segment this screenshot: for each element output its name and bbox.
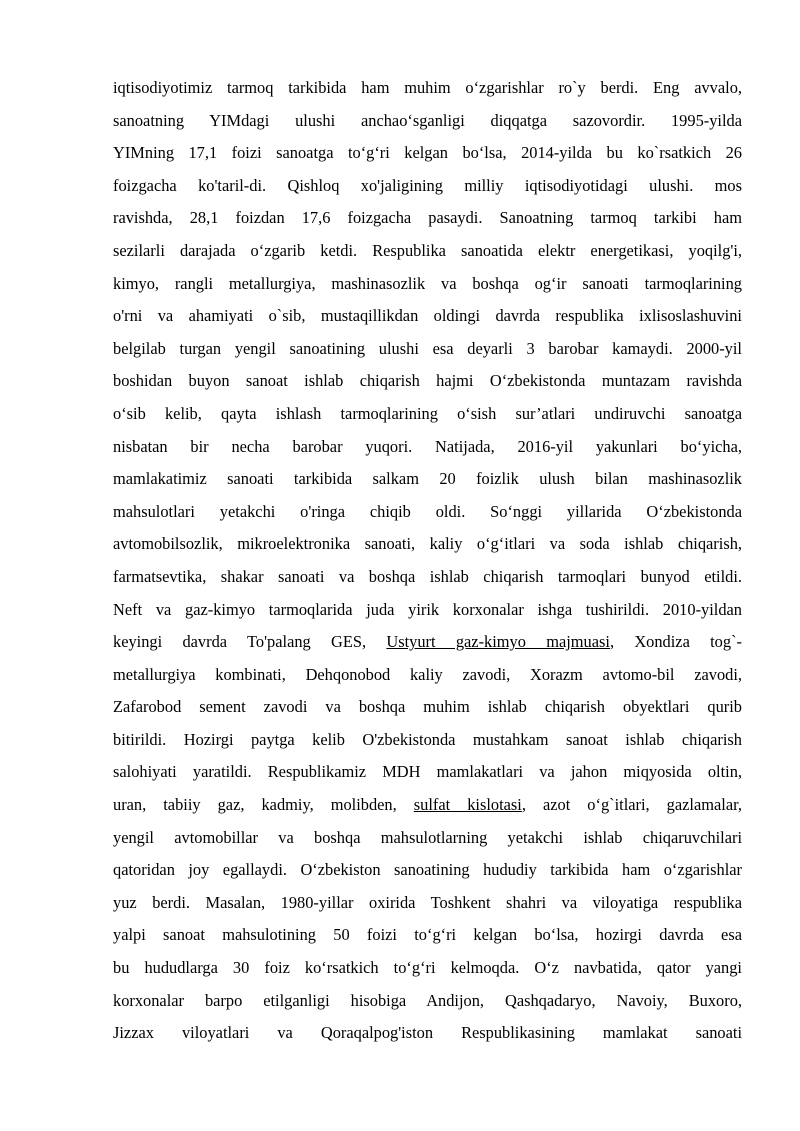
text-line: mahsulotlari yetakchi o'ringa chiqib oldi. So‘nggi yillarida O‘zbekistonda bbox=[113, 501, 742, 521]
text-line: avtomobilsozlik, mikroelektronika sanoati, kaliy o‘g‘itlari va soda ishlab chiqarish, bbox=[113, 534, 742, 554]
text-line: mamlakatimiz sanoati tarkibida salkam 20 foizlik ulush bilan mashinasozlik bbox=[113, 469, 742, 489]
text-line: nisbatan bir necha barobar yuqori. Natijada, 2016-yil yakunlari bo‘yicha, bbox=[113, 436, 742, 456]
text-line: YIMning 17,1 foizi sanoatga to‘g‘ri kelgan bo‘lsa, 2014-yilda bu ko`rsatkich 26 bbox=[113, 143, 742, 163]
ustyurt-gas-chemical-complex-link[interactable]: Ustyurt gaz-kimyo majmuasi bbox=[386, 632, 610, 652]
text-line: belgilab turgan yengil sanoatining ulushi esa deyarli 3 barobar kamaydi. 2000-yil bbox=[113, 338, 742, 358]
text-line: uran, tabiiy gaz, kadmiy, molibden, sulfat kislotasi, azot o‘g`itlari, gazlamalar, bbox=[113, 795, 742, 815]
text-line: boshidan buyon sanoat ishlab chiqarish hajmi O‘zbekistonda muntazam ravishda bbox=[113, 371, 742, 391]
text-line: Neft va gaz-kimyo tarmoqlarida juda yirik korxonalar ishga tushirildi. 2010-yildan bbox=[113, 599, 742, 619]
sulfuric-acid-link[interactable]: sulfat kislotasi bbox=[413, 795, 522, 815]
text-line: yalpi sanoat mahsulotining 50 foizi to‘g‘ri kelgan bo‘lsa, hozirgi davrda esa bbox=[113, 925, 742, 945]
text-line: farmatsevtika, shakar sanoati va boshqa ishlab chiqarish tarmoqlari bunyod etildi. bbox=[113, 566, 742, 586]
text-line: yuz berdi. Masalan, 1980-yillar oxirida Toshkent shahri va viloyatiga respublika bbox=[113, 892, 742, 912]
text-line: metallurgiya kombinati, Dehqonobod kaliy zavodi, Xorazm avtomo-bil zavodi, bbox=[113, 664, 742, 684]
text-line: qatoridan joy egallaydi. O‘zbekiston sanoatining hududiy tarkibida ham o‘zgarishlar bbox=[113, 860, 742, 880]
text-line: salohiyati yaratildi. Respublikamiz MDH mamlakatlari va jahon miqyosida oltin, bbox=[113, 762, 742, 782]
text-line: korxonalar barpo etilganligi hisobiga Andijon, Qashqadaryo, Navoiy, Buxoro, bbox=[113, 990, 742, 1010]
text-line: sanoatning YIMdagi ulushi anchao‘sganligi diqqatga sazovordir. 1995-yilda bbox=[113, 110, 742, 130]
text-line: keyingi davrda To'palang GES, Ustyurt gaz-kimyo majmuasi, Xondiza tog`- bbox=[113, 632, 742, 652]
document-page bbox=[113, 72, 742, 1050]
text-line: kimyo, rangli metallurgiya, mashinasozlik va boshqa og‘ir sanoati tarmoqlarining bbox=[113, 273, 742, 293]
text-line: foizgacha ko'taril-di. Qishloq xo'jaligining milliy iqtisodiyotidagi ulushi. mos bbox=[113, 175, 742, 195]
text-line: Zafarobod sement zavodi va boshqa muhim ishlab chiqarish obyektlari qurib bbox=[113, 697, 742, 717]
text-line: bu hududlarga 30 foiz ko‘rsatkich to‘g‘ri kelmoqda. O‘z navbatida, qator yangi bbox=[113, 958, 742, 978]
text-line: ravishda, 28,1 foizdan 17,6 foizgacha pasaydi. Sanoatning tarmoq tarkibi ham bbox=[113, 208, 742, 228]
text-line: yengil avtomobillar va boshqa mahsulotlarning yetakchi ishlab chiqaruvchilari bbox=[113, 827, 742, 847]
text-line: iqtisodiyotimiz tarmoq tarkibida ham muhim o‘zgarishlar ro`y berdi. Eng avvalo, bbox=[113, 78, 742, 97]
text-line: o‘sib kelib, qayta ishlash tarmoqlarining o‘sish sur’atlari undiruvchi sanoatga bbox=[113, 403, 742, 423]
text-line: sezilarli darajada o‘zgarib ketdi. Respublika sanoatida elektr energetikasi, yoqilg'i, bbox=[113, 240, 742, 260]
text-line: Jizzax viloyatlari va Qoraqalpog'iston Respublikasining mamlakat sanoati bbox=[113, 1023, 742, 1043]
text-line: bitirildi. Hozirgi paytga kelib O'zbekistonda mustahkam sanoat ishlab chiqarish bbox=[113, 729, 742, 749]
text-line: o'rni va ahamiyati o`sib, mustaqillikdan oldingi davrda respublika ixlisoslashuvini bbox=[113, 306, 742, 326]
